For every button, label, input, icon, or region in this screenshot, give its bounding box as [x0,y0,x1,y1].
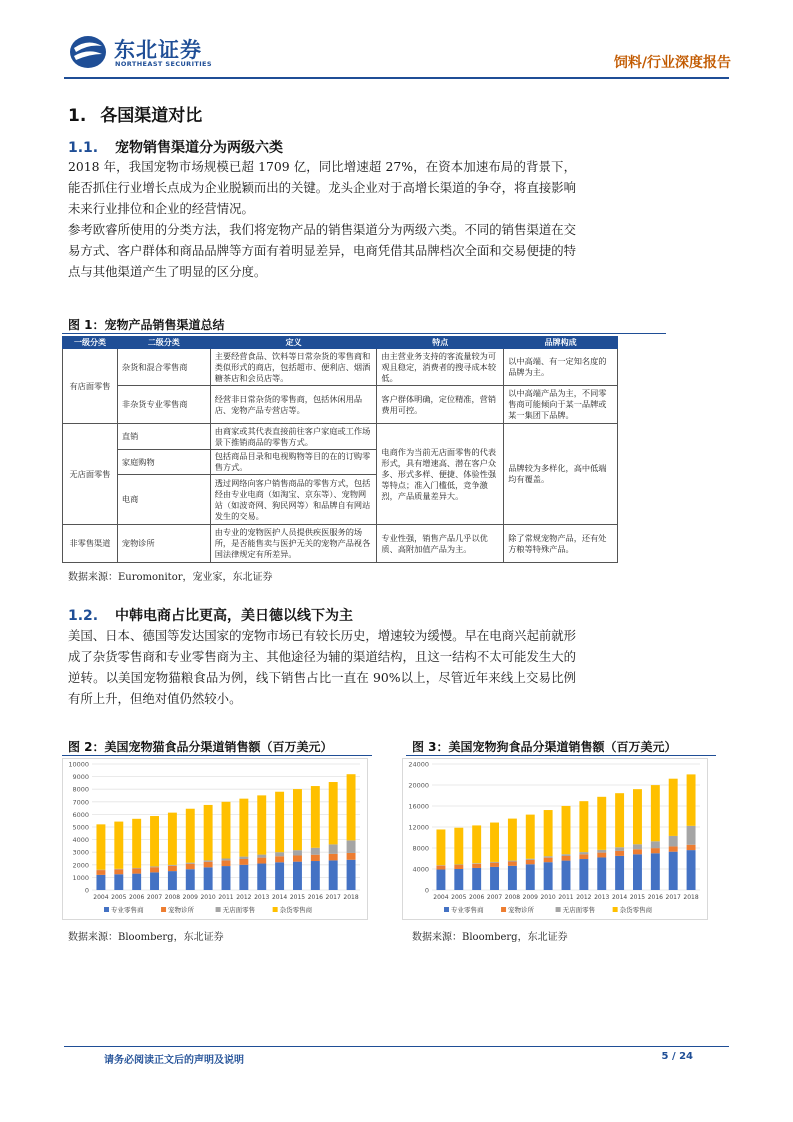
bar-segment [490,867,499,890]
legend-swatch [556,907,561,912]
definition-cell: 由商家或其代表直接前往客户家庭或工作场景下推销商品的零售方式。 [210,424,377,450]
page-header [0,0,793,84]
figure-1-title: 图 1：宠物产品销售渠道总结 [68,318,225,332]
y-tick-label: 9000 [72,773,89,782]
level1-cell: 有店面零售 [63,349,118,424]
bar-segment [347,853,356,860]
y-tick-label: 2000 [72,861,89,870]
bar-segment [508,866,517,890]
bar-segment [96,875,105,890]
x-tick-label: 2014 [271,894,288,901]
y-tick-label: 10000 [68,760,89,769]
bar-segment [490,823,499,862]
y-tick-label: 8000 [412,844,429,853]
bar-segment [454,864,463,865]
bar-segment [132,819,141,868]
bar-segment [222,866,231,890]
bar-segment [669,852,678,890]
bar-segment [615,847,624,851]
level2-cell: 宠物诊所 [117,525,210,563]
bar-segment [186,869,195,890]
definition-cell: 经营非日常杂货的零售商，包括休闲用品店、宠物产品专营店等。 [210,386,377,424]
bar-segment [687,826,696,845]
bar-segment [257,864,266,890]
column-header: 二级分类 [117,337,210,349]
brand-cell: 以中高端产品为主，不同零售商可能倾向于某一品牌或某一集团下品牌。 [504,386,618,424]
level2-cell: 杂货和混合零售商 [117,349,210,386]
level1-cell: 非零售渠道 [63,525,118,563]
subsection-title: 中韩电商占比更高，美日德以线下为主 [115,608,353,624]
y-tick-label: 0 [84,886,89,895]
figure-2-title: 图 2：美国宠物猫食品分渠道销售额（百万美元） [68,740,333,754]
cat-food-chart-svg [62,758,368,920]
logo-english-name: NORTHEAST SECURITIES [115,60,212,68]
bar-segment [454,865,463,869]
y-tick-label: 4000 [412,865,429,874]
subsection-title: 宠物销售渠道分为两级六类 [115,140,283,156]
level2-cell: 家庭购物 [117,450,210,475]
definition-cell: 主要经营食品、饮料等日常杂货的零售商和类似形式的商店，包括超市、便利店、烟酒糖茶店和会员店等。 [210,349,377,386]
subsection-heading-1-2 [68,605,353,625]
level2-cell: 直销 [117,424,210,450]
x-tick-label: 2016 [647,894,663,901]
legend-swatch [104,907,109,912]
table-row [63,525,618,563]
legend-swatch [613,907,618,912]
bar-segment [544,862,553,890]
bar-segment [329,854,338,861]
bar-segment [615,851,624,856]
bar-segment [222,802,231,859]
x-tick-label: 2005 [451,894,467,901]
bar-segment [633,854,642,890]
bar-segment [562,861,571,890]
y-tick-label: 16000 [408,802,429,811]
x-tick-label: 2016 [307,894,323,901]
x-tick-label: 2008 [504,894,521,901]
bar-segment [579,801,588,852]
bar-segment [275,792,284,852]
bar-segment [579,854,588,859]
bar-segment [472,863,481,864]
bar-segment [150,867,159,872]
bar-segment [436,866,445,870]
bar-segment [114,874,123,890]
bar-segment [239,865,248,890]
x-tick-label: 2018 [683,894,699,901]
bar-segment [651,853,660,890]
legend-label: 宠物诊所 [168,906,195,914]
x-tick-label: 2012 [576,894,592,901]
bar-segment [347,840,356,853]
bar-segment [347,860,356,890]
x-tick-label: 2014 [611,894,628,901]
x-tick-label: 2005 [111,894,127,901]
bar-segment [633,844,642,849]
bar-segment [472,864,481,868]
bar-segment [150,866,159,867]
y-tick-label: 4000 [72,836,89,845]
dog-food-channel-chart [402,758,708,920]
legend-swatch [216,907,221,912]
feature-cell: 由主营业务支持的客流量较为可观且稳定，消费者的搜寻成本较低。 [377,349,504,386]
bar-segment [204,867,213,890]
x-tick-label: 2004 [93,894,109,901]
subsection-number: 1.1. [68,140,99,156]
brand-cell: 除了常规宠物产品，还有处方粮等特殊产品。 [504,525,618,563]
level1-cell: 无店面零售 [63,424,118,525]
bar-segment [132,868,141,869]
bar-segment [311,786,320,848]
footer-disclaimer: 请务必阅读正文后的声明及说明 [104,1055,244,1066]
legend-label: 专业零售商 [111,906,144,914]
bar-segment [257,795,266,854]
bar-segment [544,856,553,857]
bar-segment [562,856,571,861]
bar-segment [96,824,105,869]
company-logo [68,32,218,76]
bar-segment [687,774,696,825]
legend-label: 无店面零售 [562,906,596,914]
bar-segment [204,860,213,861]
bar-segment [311,861,320,890]
y-tick-label: 5000 [72,823,89,832]
x-tick-label: 2013 [594,894,610,901]
level2-cell: 电商 [117,475,210,525]
table-row [63,349,618,386]
bar-segment [526,860,535,864]
bar-segment [597,797,606,850]
bar-segment [544,858,553,863]
bar-segment [114,822,123,869]
figure-1-rule [62,333,666,334]
bar-segment [687,850,696,890]
bar-segment [150,872,159,890]
y-tick-label: 8000 [72,785,89,794]
bar-segment [651,848,660,853]
bar-segment [257,858,266,864]
bar-segment [615,856,624,890]
footer-divider [64,1046,729,1047]
y-tick-label: 6000 [72,810,89,819]
section-heading [68,101,202,126]
paragraph-channel-classification: 参考欧睿所使用的分类方法，我们将宠物产品的销售渠道分为两级六类。不同的销售渠道在交易方式、客户群体和商品品牌等方面有着明显差异，电商凭借其品牌档次全面和交易便捷的特点与其他渠道产生了明显的区分度。 [68,222,577,279]
bar-segment [347,774,356,840]
table-row [63,424,618,450]
bar-segment [597,850,606,853]
column-header: 特点 [377,337,504,349]
bar-segment [204,862,213,868]
bar-segment [168,813,177,865]
x-tick-label: 2013 [254,894,270,901]
y-tick-label: 20000 [408,781,429,790]
bar-segment [132,874,141,890]
bar-segment [275,856,284,862]
x-tick-label: 2017 [325,894,341,901]
bar-segment [508,862,517,866]
section-number: 1. [68,106,87,126]
paragraph-market-size: 2018 年，我国宠物市场规模已超 1709 亿，同比增速超 27%，在资本加速布局的背景下，能否抓住行业增长点成为企业脱颖而出的关键。龙头企业对于高增长渠道的争夺，将直接影响未来行业排位和企业的经营情况。 [68,159,577,216]
section-title: 各国渠道对比 [100,106,203,126]
bar-segment [472,825,481,863]
figure-2-source: 数据来源：Bloomberg，东北证券 [68,932,224,943]
x-tick-label: 2004 [433,894,449,901]
bar-segment [669,846,678,851]
bar-segment [526,859,535,860]
definition-cell: 由专业的宠物医护人员提供疾医服务的场所，是否能售卖与医护无关的宠物产品视各国法律规定有所差异。 [210,525,377,563]
bar-segment [544,810,553,856]
bar-segment [168,871,177,890]
legend-label: 专业零售商 [451,906,484,914]
bar-segment [329,860,338,890]
bar-segment [222,859,231,861]
bar-segment [132,869,141,874]
x-tick-label: 2006 [469,894,485,901]
bar-segment [490,863,499,867]
bar-segment [454,828,463,865]
y-tick-label: 1000 [72,873,89,882]
bar-segment [669,836,678,847]
column-header: 定义 [210,337,377,349]
y-tick-label: 7000 [72,798,89,807]
table-row [63,386,618,424]
bar-segment [329,782,338,844]
bar-segment [96,870,105,875]
level2-cell: 非杂货专业零售商 [117,386,210,424]
figure-1-source: 数据来源：Euromonitor，宠业家，东北证券 [68,572,273,583]
bar-segment [597,857,606,890]
bar-segment [562,806,571,854]
x-tick-label: 2011 [558,894,574,901]
figure-3-title: 图 3：美国宠物狗食品分渠道销售额（百万美元） [412,740,677,754]
feature-cell: 电商作为当前无店面零售的代表形式，具有增速高、潜在客户众多、形式多样、便捷、体验性强等特点；准入门槛低，竞争激烈，产品质量差异大。 [377,424,504,525]
bar-segment [168,866,177,871]
x-tick-label: 2009 [182,894,198,901]
x-tick-label: 2015 [289,894,306,901]
bar-segment [633,789,642,844]
figure-3-rule [406,755,716,756]
definition-cell: 包括商品目录和电视购物等目的在的订购零售方式。 [210,450,377,475]
bar-segment [579,859,588,890]
legend-label: 无店面零售 [222,906,256,914]
y-tick-label: 24000 [408,760,429,769]
bar-segment [651,785,660,841]
logo-chinese-name: 东北证券 [114,38,202,62]
figure-2-rule [62,755,372,756]
column-header: 品牌构成 [504,337,618,349]
x-tick-label: 2015 [629,894,646,901]
bar-segment [615,793,624,847]
brand-cell: 以中高端、有一定知名度的品牌为主。 [504,349,618,386]
bar-segment [257,855,266,858]
legend-label: 宠物诊所 [508,906,535,914]
bar-segment [436,870,445,890]
bar-segment [579,852,588,854]
cat-food-channel-chart [62,758,368,920]
x-tick-label: 2008 [164,894,181,901]
dog-food-chart-svg [402,758,708,920]
bar-segment [508,861,517,862]
bar-segment [150,816,159,866]
legend-swatch [273,907,278,912]
header-divider [64,77,729,79]
bar-segment [293,789,302,850]
bar-segment [669,779,678,836]
x-tick-label: 2011 [218,894,234,901]
bar-segment [633,849,642,854]
bar-segment [472,868,481,890]
bar-segment [651,841,660,848]
legend-label: 杂货零售商 [279,906,313,914]
page-number: 5 / 24 [661,1051,693,1062]
x-tick-label: 2017 [665,894,681,901]
bar-segment [293,855,302,861]
bar-segment [454,869,463,890]
bar-segment [293,862,302,890]
x-tick-label: 2007 [486,894,503,901]
x-tick-label: 2010 [540,894,556,901]
x-tick-label: 2018 [343,894,359,901]
subsection-number: 1.2. [68,608,99,624]
x-tick-label: 2006 [129,894,145,901]
feature-cell: 专业性强，销售产品几乎以优质、高附加值产品为主。 [377,525,504,563]
bar-segment [526,864,535,890]
bar-segment [275,852,284,856]
bar-segment [186,809,195,863]
northeast-securities-logo-icon [68,34,108,70]
column-header: 一级分类 [63,337,118,349]
bar-segment [275,862,284,890]
legend-label: 杂货零售商 [619,906,653,914]
bar-segment [597,853,606,858]
legend-swatch [501,907,506,912]
bar-segment [204,805,213,860]
feature-cell: 客户群体明确，定位精准，营销费用可控。 [377,386,504,424]
bar-segment [239,859,248,865]
bar-segment [508,819,517,861]
channel-summary-table [62,336,618,563]
bar-segment [114,869,123,874]
bar-segment [168,865,177,866]
bar-segment [311,855,320,861]
bar-segment [186,863,195,864]
bar-segment [329,844,338,853]
bar-segment [239,799,248,857]
report-type-label: 饲料/行业深度报告 [613,55,731,71]
x-tick-label: 2009 [522,894,538,901]
bar-segment [490,862,499,863]
bar-segment [436,829,445,865]
bar-segment [114,869,123,870]
bar-segment [311,848,320,855]
legend-swatch [161,907,166,912]
bar-segment [526,815,535,859]
bar-segment [687,845,696,850]
x-tick-label: 2007 [146,894,163,901]
bar-segment [239,857,248,859]
y-tick-label: 3000 [72,848,89,857]
paragraph-developed-markets: 美国、日本、德国等发达国家的宠物市场已有较长历史，增速较为缓慢。早在电商兴起前就形成了杂货零售商和专业零售商为主、其他途径为辅的渠道结构，且这一结构不太可能发生大的逆转。以美国宠物猫粮食品为例，线下销售占比一直在 90%以上，尽管近年来线上交易比例有所上升，但绝对值仍然较小。 [68,628,577,706]
figure-3-source: 数据来源：Bloomberg，东北证券 [412,932,568,943]
definition-cell: 透过网络向客户销售商品的零售方式，包括经由专业电商（如淘宝、京东等）、宠物网站（如波奇网、狗民网等）和品牌自有网站发生的交易。 [210,475,377,525]
bar-segment [186,864,195,869]
y-tick-label: 12000 [408,823,429,832]
brand-cell: 品牌较为多样化，高中低端均有覆盖。 [504,424,618,525]
x-tick-label: 2012 [236,894,252,901]
legend-swatch [444,907,449,912]
table-header-row [63,337,618,349]
bar-segment [222,860,231,866]
y-tick-label: 0 [424,886,429,895]
bar-segment [293,850,302,855]
bar-segment [562,854,571,856]
subsection-heading-1-1 [68,137,283,157]
x-tick-label: 2010 [200,894,216,901]
